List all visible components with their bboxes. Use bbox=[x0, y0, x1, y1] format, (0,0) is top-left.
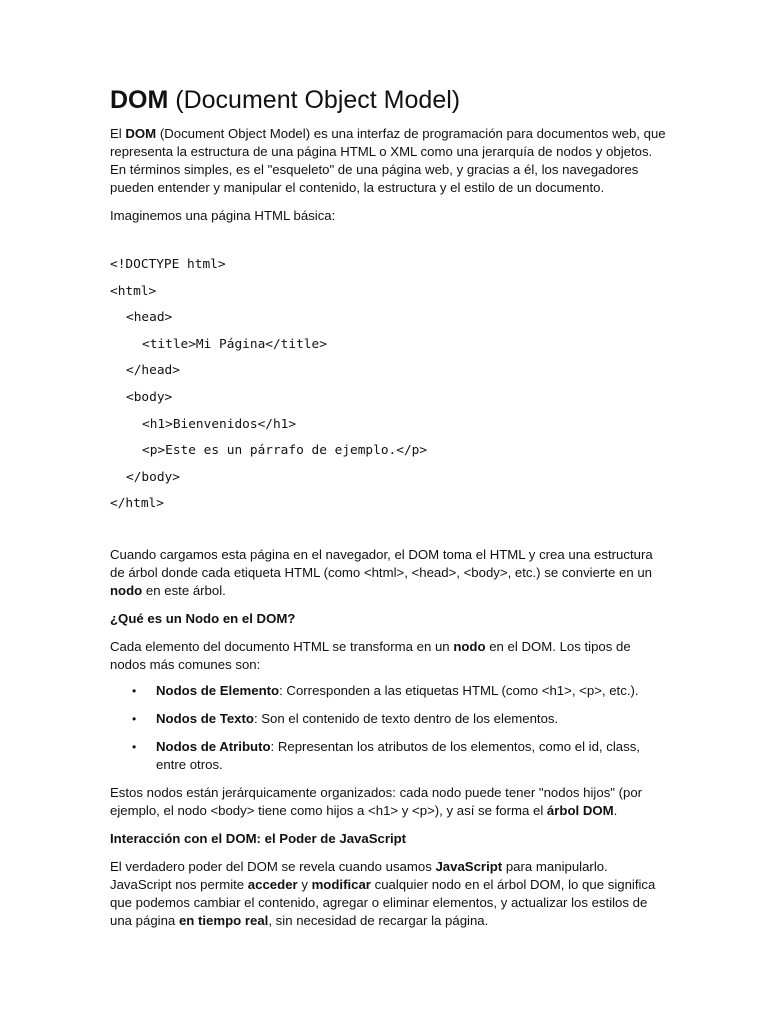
code-line: </body> bbox=[126, 469, 180, 485]
hierarchy-paragraph bbox=[110, 784, 670, 820]
bullet-icon: • bbox=[132, 739, 137, 754]
bold-arbol-dom: árbol DOM bbox=[546, 802, 614, 818]
bold-nodo: nodo bbox=[453, 638, 486, 654]
intro-text: El bbox=[110, 126, 126, 141]
code-line: <p>Este es un párrafo de ejemplo.</p> bbox=[142, 443, 428, 459]
code-line: <h1>Bienvenidos</h1> bbox=[142, 416, 297, 432]
paragraph-text: El verdadero poder del DOM se revela cuando usamos bbox=[110, 858, 436, 874]
paragraph-text: Cuando cargamos esta página en el navegador, el DOM toma el HTML y crea una estructura de árbol donde cada etiqueta HTML (como <html>, <head>, <body>, etc.) se convierte en un bbox=[110, 546, 653, 580]
list-item-text: : Son el contenido de texto dentro de los elementos. bbox=[253, 710, 559, 726]
bold-javascript: JavaScript bbox=[435, 858, 503, 874]
paragraph-text: en el DOM. Los tipos de nodos más comunes son: bbox=[110, 638, 631, 672]
code-line: <body> bbox=[126, 389, 173, 405]
code-line: </head> bbox=[126, 363, 180, 379]
list-item-text: : Representan los atributos de los elementos, como el id, class, entre otros. bbox=[156, 738, 640, 772]
bullet-icon: • bbox=[132, 711, 137, 726]
paragraph-text: . bbox=[613, 802, 618, 818]
bullet-icon: • bbox=[132, 683, 137, 698]
dom-tree-paragraph bbox=[110, 546, 670, 600]
example-intro-paragraph: Imaginemos una página HTML básica: bbox=[110, 208, 336, 223]
code-line: <!DOCTYPE html> bbox=[110, 257, 226, 272]
code-block bbox=[110, 252, 670, 518]
list-item bbox=[110, 738, 670, 774]
list-item-term: Nodos de Atributo bbox=[156, 738, 271, 754]
bold-acceder: acceder bbox=[247, 876, 298, 892]
code-line: </html> bbox=[110, 496, 164, 512]
code-line: <title>Mi Página</title> bbox=[142, 336, 327, 352]
javascript-paragraph bbox=[110, 858, 670, 930]
document-page bbox=[110, 84, 670, 930]
intro-bold-dom: DOM bbox=[125, 126, 157, 141]
code-line: <html> bbox=[110, 283, 157, 299]
bold-modificar: modificar bbox=[311, 876, 371, 892]
section-heading-nodo: ¿Qué es un Nodo en el DOM? bbox=[110, 610, 296, 626]
paragraph-text: cualquier nodo en el árbol DOM, lo que significa que podemos cambiar el contenido, agregar o eliminar elementos, y actualizar los estilos de una página bbox=[110, 876, 656, 928]
list-item-text: : Corresponden a las etiquetas HTML (como <h1>, <p>, etc.). bbox=[279, 682, 639, 698]
paragraph-text: y bbox=[297, 876, 312, 892]
title-rest: (Document Object Model) bbox=[168, 86, 461, 114]
bold-nodo: nodo bbox=[110, 582, 143, 598]
title-bold: DOM bbox=[110, 86, 169, 114]
page-title bbox=[110, 84, 670, 116]
paragraph-text: Cada elemento del documento HTML se transforma en un bbox=[110, 638, 454, 654]
paragraph-text: para manipularlo. JavaScript nos permite bbox=[110, 858, 608, 892]
list-item-term: Nodos de Texto bbox=[156, 710, 254, 726]
list-item bbox=[110, 682, 670, 700]
section-heading-javascript: Interacción con el DOM: el Poder de JavaScript bbox=[110, 830, 407, 846]
node-types-list bbox=[110, 682, 670, 774]
intro-paragraph bbox=[110, 125, 670, 197]
paragraph-text: en este árbol. bbox=[142, 582, 226, 598]
paragraph-text: , sin necesidad de recargar la página. bbox=[268, 912, 489, 928]
node-types-paragraph bbox=[110, 638, 670, 674]
paragraph-text: Estos nodos están jerárquicamente organizados: cada nodo puede tener "nodos hijos" (por ejemplo, el nodo <body> tiene como hijos a <h1> y <p>), y así se forma el bbox=[110, 784, 643, 818]
list-item bbox=[110, 710, 670, 728]
bold-tiempo-real: en tiempo real bbox=[178, 912, 269, 928]
intro-text: (Document Object Model) es una interfaz de programación para documentos web, que representa la estructura de una página HTML o XML como una jerarquía de nodos y objetos. En términos simples, es el "esqueleto" de una página web, y gracias a él, los navegadores pueden entender y manipular el contenido, la estructura y el estilo de un documento. bbox=[110, 126, 666, 195]
list-item-term: Nodos de Elemento bbox=[156, 682, 280, 698]
code-line: <head> bbox=[126, 310, 173, 326]
